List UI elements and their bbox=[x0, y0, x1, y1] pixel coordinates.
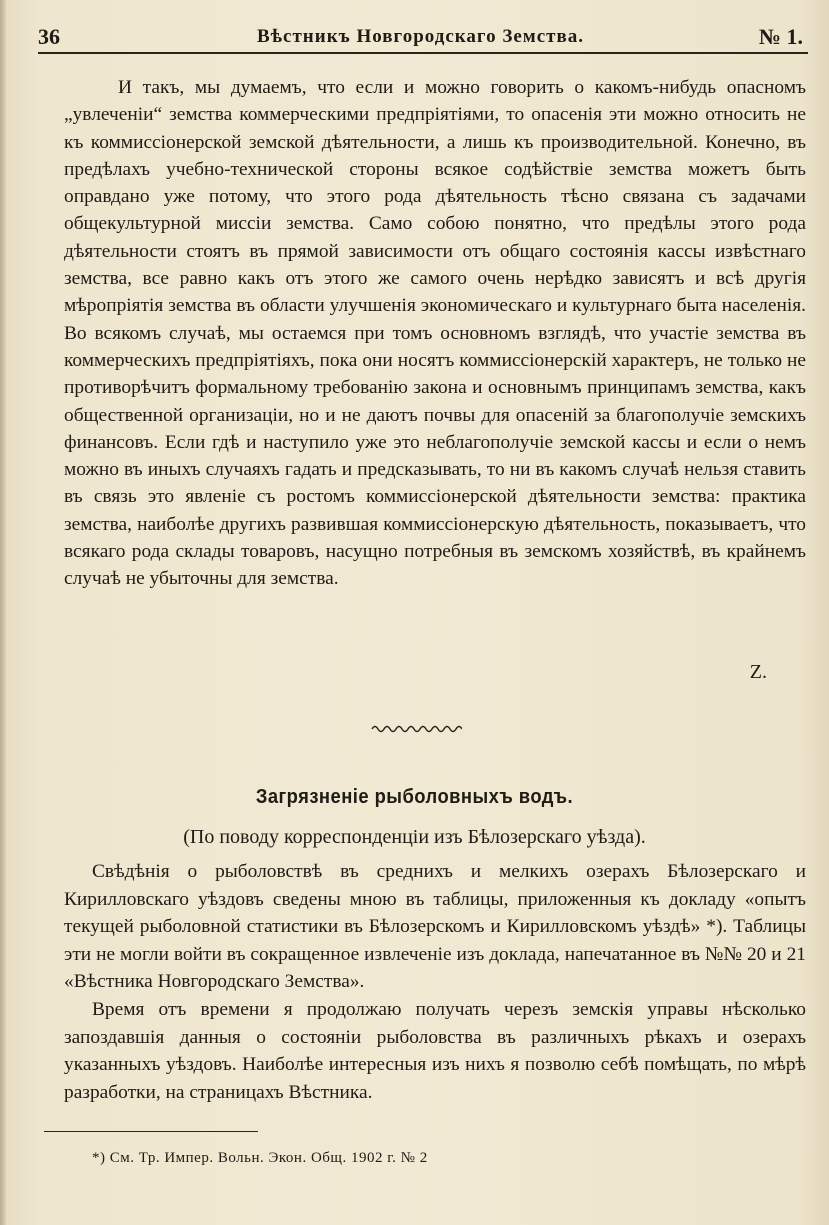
page-header bbox=[38, 22, 803, 56]
running-title: Вѣстникъ Новгородскаго Земства. bbox=[256, 26, 585, 47]
article-paragraph: Время отъ времени я продолжаю получать черезъ земскія управы нѣсколько запоздавшія данныя о состояніи рыболовства въ различныхъ рѣкахъ и озерахъ указанныхъ уѣздовъ. Наиболѣе интересныя изъ нихъ я позволю себѣ помѣщать, по мѣрѣ разработки, на страницахъ Вѣстника. bbox=[64, 998, 806, 1103]
page-number: 36 bbox=[38, 24, 60, 49]
article-paragraph: Свѣдѣнія о рыболовствѣ въ среднихъ и мелкихъ озерахъ Бѣлозерскаго и Кирилловскаго уѣздовъ сведены мною въ таблицы, приложенныя къ докладу «опытъ текущей рыболовной статистики въ Бѣлозерскомъ и Кирилловскомъ уѣздѣ» *). Таблицы эти не могли войти въ сокращенное извлеченіе изъ доклада, напечатанное въ №№ 20 и 21 «Вѣстника Новгородскаго Земства». bbox=[64, 861, 806, 993]
article-body-2 bbox=[64, 858, 806, 1106]
article-title: Загрязненіе рыболовныхъ водъ. bbox=[255, 786, 574, 808]
footnote: *) См. Тр. Импер. Вольн. Экон. Общ. 1902 г. № 2 bbox=[92, 1150, 428, 1166]
article-paragraph: И такъ, мы думаемъ, что если и можно говорить о какомъ-нибудь опасномъ „увлеченіи“ земства коммерческими предпріятіями, то опасенія эти можно относить не къ коммиссіонерской земской дѣятельности, а лишь къ производительной. Конечно, въ предѣлахъ учебно-техничеcкой стороны всякое содѣйствіе земства можетъ быть оправдано уже потому, что этого рода дѣятельность тѣсно связана съ задачами общекультурной миссіи земства. Само собою понятно, что предѣлы этого рода дѣятельности стоятъ въ прямой зависимости отъ общаго состоянія кассы извѣстнаго земства, все равно какъ отъ этого же самого очень нерѣдко зависятъ и всѣ другія мѣропріятія земства въ области улучшенія экономическаго и культурнаго быта населенія. Во всякомъ случаѣ, мы остаемся при томъ основномъ взглядѣ, что участіе земства въ коммерческихъ предпріятіяхъ, пока они носятъ коммиссіонерскій характеръ, не только не противорѣчитъ формальному требованію закона и основнымъ принципамъ земства, какъ общественной организаціи, но и не даютъ почвы для опасеній за благополучіе земскихъ финансовъ. Если гдѣ и наступило уже это неблагополучіе земской кассы и если о немъ можно въ иныхъ случаяхъ гадать и предсказывать, то ни въ какомъ случаѣ нельзя ставить въ связь это явленіе съ ростомъ коммиссіонерской дѣятельности земства: практика земства, наиболѣе другихъ развившая коммиссіонерскую дѣятельность, показываетъ, что всякаго рода склады товаровъ, насущно потребныя въ земскомъ хозяйствѣ, въ крайнемъ случаѣ не убыточны для земства. bbox=[64, 77, 806, 590]
article-body bbox=[64, 74, 806, 593]
issue-number: № 1. bbox=[758, 24, 803, 49]
article-subtitle: (По поводу корреспонденціи изъ Бѣлозерскаго уѣзда). bbox=[183, 826, 646, 848]
header-rule bbox=[38, 52, 808, 54]
wavy-divider-ornament bbox=[370, 722, 462, 736]
footnote-rule bbox=[44, 1131, 258, 1132]
page-spine-edge bbox=[0, 0, 6, 1225]
author-signature: Z. bbox=[749, 661, 767, 683]
